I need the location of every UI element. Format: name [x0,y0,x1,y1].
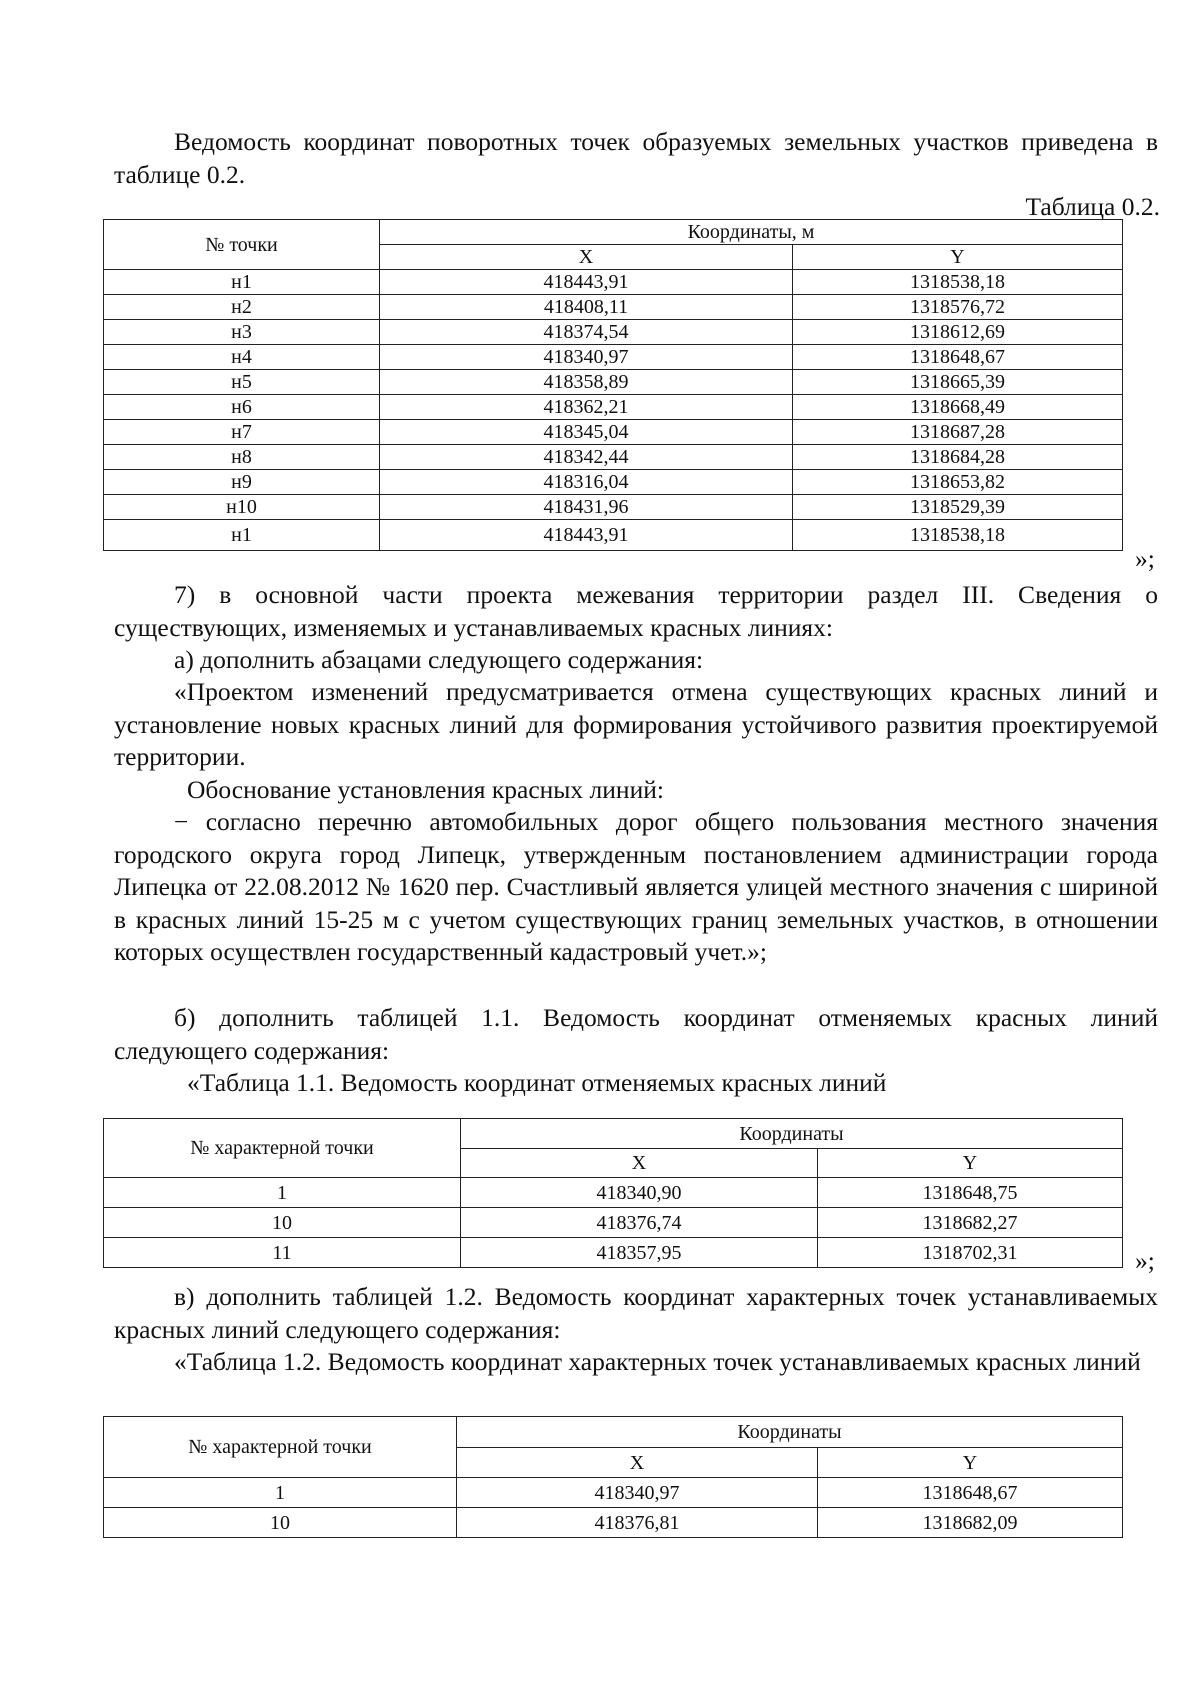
cell-y: 1318538,18 [793,270,1123,295]
table-02-end-mark: »; [1135,544,1155,573]
cell-point: н4 [104,345,380,370]
intro-paragraph: Ведомость координат поворотных точек образуемых земельных участков приведена в таблице 0.2. [114,127,1158,189]
table-row [104,470,1123,495]
cell-point: н1 [104,520,380,551]
cell-y: 1318576,72 [793,295,1123,320]
cell-y: 1318653,82 [793,470,1123,495]
justification-paragraph: − согласно перечню автомобильных дорог общего пользования местного значения городского округа город Липецк, утвержденным постановлением администрации города Липецка от 22.08.2012 № 1620 пер. Счастливый является улицей местного значения с шириной в красных линий 15-25 м с учетом существующих границ земельных участков, в отношении которых осуществлен государственный кадастровый учет.»; [114,807,1158,966]
header-y: Y [818,1149,1123,1178]
cell-point: н1 [104,270,380,295]
cell-point: н10 [104,495,380,520]
item-a-paragraph: а) дополнить абзацами следующего содержания: [174,645,704,674]
table-row [104,395,1123,420]
cell-y: 1318702,31 [818,1238,1123,1268]
cell-x: 418358,89 [380,370,793,395]
cell-x: 418431,96 [380,495,793,520]
cell-point: н9 [104,470,380,495]
cell-x: 418374,54 [380,320,793,345]
cell-point: н6 [104,395,380,420]
cell-point: н8 [104,445,380,470]
table-row [104,345,1123,370]
header-point: № точки [104,220,380,270]
table-row [104,445,1123,470]
table-row [104,320,1123,345]
cell-point: 10 [104,1208,461,1238]
cell-x: 418340,90 [461,1178,818,1208]
cell-y: 1318665,39 [793,370,1123,395]
cell-x: 418340,97 [457,1478,818,1508]
cell-point: н5 [104,370,380,395]
header-y: Y [818,1448,1123,1478]
table-row [104,1208,1123,1238]
table-row [104,1508,1123,1538]
header-point: № характерной точки [104,1119,461,1178]
table-row [104,270,1123,295]
cell-y: 1318682,09 [818,1508,1123,1538]
cell-point: 1 [104,1478,457,1508]
cell-x: 418362,21 [380,395,793,420]
header-coordinates: Координаты, м [380,220,1123,245]
header-x: X [380,245,793,270]
table-row [104,495,1123,520]
cell-x: 418340,97 [380,345,793,370]
cell-x: 418408,11 [380,295,793,320]
table-row [104,420,1123,445]
quote-paragraph: «Проектом изменений предусматривается отмена существующих красных линий и установление новых красных линий для формирования устойчивого развития проектируемой территории. [114,677,1158,771]
header-y: Y [793,245,1123,270]
cell-x: 418376,81 [457,1508,818,1538]
table-header-row [104,220,1123,245]
cancelled-lines-table [103,1118,1123,1268]
header-x: X [457,1448,818,1478]
cell-y: 1318684,28 [793,445,1123,470]
header-x: X [461,1149,818,1178]
cell-x: 418443,91 [380,270,793,295]
cell-point: 1 [104,1178,461,1208]
table-11-title: «Таблица 1.1. Ведомость координат отменяемых красных линий [187,1068,887,1097]
item-7-paragraph: 7) в основной части проекта межевания территории раздел III. Сведения о существующих, изменяемых и устанавливаемых красных линиях: [114,580,1158,642]
table-row [104,1178,1123,1208]
cell-y: 1318648,75 [818,1178,1123,1208]
table-11-end-mark: »; [1135,1246,1155,1275]
table-header-row [104,1417,1123,1448]
item-c-paragraph: в) дополнить таблицей 1.2. Ведомость координат характерных точек устанавливаемых красных линий следующего содержания: [114,1282,1158,1344]
table-header-row [104,1119,1123,1149]
cell-y: 1318687,28 [793,420,1123,445]
cell-point: 10 [104,1508,457,1538]
cell-x: 418376,74 [461,1208,818,1238]
cell-x: 418316,04 [380,470,793,495]
cell-x: 418443,91 [380,520,793,551]
coordinates-table-02 [103,219,1123,551]
cell-y: 1318538,18 [793,520,1123,551]
table-11-body [104,1119,1123,1268]
table-row [104,1238,1123,1268]
table-row [104,370,1123,395]
cell-point: н2 [104,295,380,320]
established-lines-table [103,1416,1123,1538]
cell-y: 1318529,39 [793,495,1123,520]
table-12-body [104,1417,1123,1538]
cell-x: 418342,44 [380,445,793,470]
table-row [104,295,1123,320]
cell-x: 418357,95 [461,1238,818,1268]
cell-point: н7 [104,420,380,445]
justification-title: Обоснование установления красных линий: [187,775,664,804]
table-12-title: «Таблица 1.2. Ведомость координат характерных точек устанавливаемых красных линий [174,1347,1141,1376]
header-coordinates: Координаты [457,1417,1123,1448]
table-row [104,520,1123,551]
cell-y: 1318648,67 [818,1478,1123,1508]
cell-y: 1318668,49 [793,395,1123,420]
cell-y: 1318612,69 [793,320,1123,345]
cell-point: 11 [104,1238,461,1268]
header-point: № характерной точки [104,1417,457,1478]
cell-point: н3 [104,320,380,345]
cell-y: 1318682,27 [818,1208,1123,1238]
cell-y: 1318648,67 [793,345,1123,370]
table-row [104,1478,1123,1508]
header-coordinates: Координаты [461,1119,1123,1149]
table-caption: Таблица 0.2. [1025,192,1160,221]
table-02-body [104,220,1123,551]
item-b-paragraph: б) дополнить таблицей 1.1. Ведомость координат отменяемых красных линий следующего содержания: [114,1003,1158,1065]
cell-x: 418345,04 [380,420,793,445]
